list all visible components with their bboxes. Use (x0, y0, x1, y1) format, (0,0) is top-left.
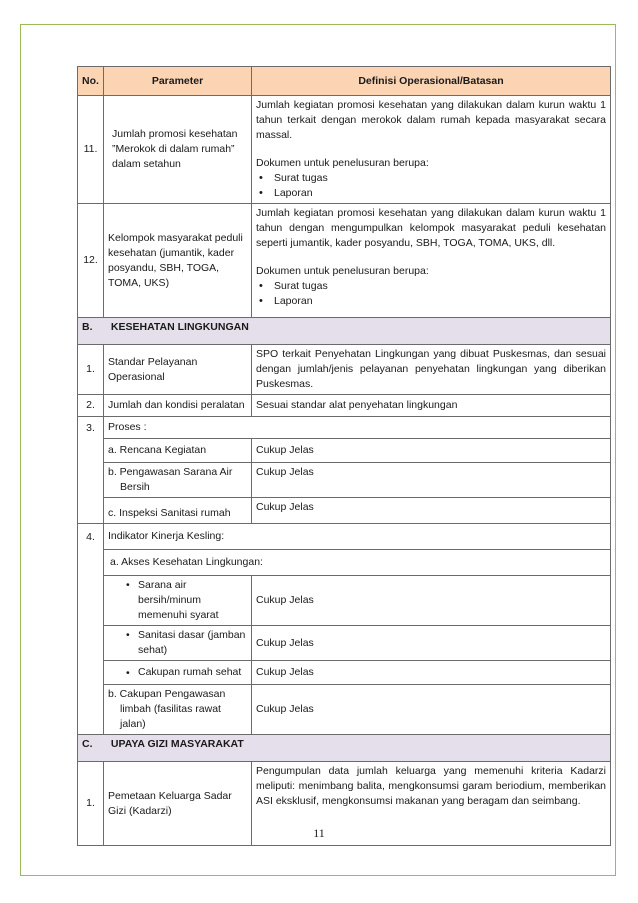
list-item: • Surat tugas (274, 279, 606, 294)
row-definition: SPO terkait Penyehatan Lingkungan yang dibuat Puskesmas, dan sesuai dengan jumlah/jenis pelayanan penyehatan lingkungan yang diberikan Puskesmas. (252, 345, 611, 395)
sub-bullet-item (104, 661, 252, 685)
row-parameter: Kelompok masyarakat peduli kesehatan (jumantik, kader posyandu, SBH, TOGA, TOMA, UKS) (104, 204, 252, 318)
sub-bullet-label: Sanitasi dasar (jamban sehat) (138, 629, 246, 656)
section-header-b (78, 318, 611, 345)
row-number: 3. (78, 417, 104, 524)
sub-item-label: c. Inspeksi Sanitasi rumah (104, 498, 252, 524)
header-no: No. (78, 67, 104, 96)
list-item: • Laporan (274, 186, 606, 201)
table-row (78, 345, 611, 395)
definition-table (77, 66, 611, 846)
sub-item-value: Cukup Jelas (252, 626, 611, 661)
row-definition (252, 96, 611, 204)
sub-item-label: b. Pengawasan Sarana Air Bersih (104, 463, 252, 498)
sub-bullet-label: Sarana air bersih/minum memenuhi syarat (138, 579, 219, 621)
row-parameter: Pemetaan Keluarga Sadar Gizi (Kadarzi) (104, 762, 252, 846)
header-definition: Definisi Operasional/Batasan (252, 67, 611, 96)
definition-text: Jumlah kegiatan promosi kesehatan yang dilakukan dalam kurun waktu 1 tahun terkait dengan merokok dalam rumah kepada masyarakat secara massal. (256, 99, 606, 141)
row-parameter (104, 96, 252, 204)
row-number: 12. (78, 204, 104, 318)
definition-text: Jumlah kegiatan promosi kesehatan yang dilakukan dalam kurun waktu 1 tahun dengan mengumpulkan kelompok masyarakat peduli kesehatan seperti jumantik, kader posyandu, SBH, TOGA, TOMA, UKS, dll. (256, 207, 606, 249)
section-title: KESEHATAN LINGKUNGAN (110, 321, 249, 333)
sub-item-label: a. Rencana Kegiatan (104, 439, 252, 463)
row-parameter: Jumlah dan kondisi peralatan (104, 395, 252, 417)
table-row (78, 661, 611, 685)
table-row (78, 463, 611, 498)
row-parameter: Standar Pelayanan Operasional (104, 345, 252, 395)
section-title: UPAYA GIZI MASYARAKAT (110, 738, 244, 750)
sub-item-label: b. Cakupan Pengawasan limbah (fasilitas rawat jalan) (104, 685, 252, 735)
sub-item-value: Cukup Jelas (252, 576, 611, 626)
document-list (256, 279, 606, 309)
document-intro: Dokumen untuk penelusuran berupa: (256, 265, 429, 277)
section-header-c (78, 735, 611, 762)
sub-bullet-item (104, 626, 252, 661)
table-row (78, 498, 611, 524)
sub-bullet-item (104, 576, 252, 626)
table-row (78, 417, 611, 439)
sub-item-value: Cukup Jelas (252, 439, 611, 463)
table-row (78, 550, 611, 576)
document-intro: Dokumen untuk penelusuran berupa: (256, 157, 429, 169)
table-row (78, 395, 611, 417)
table-header-row (78, 67, 611, 96)
table-row (78, 96, 611, 204)
table-row (78, 685, 611, 735)
row-number: 11. (78, 96, 104, 204)
bullet-icon: • (126, 629, 130, 641)
row-definition: Pengumpulan data jumlah keluarga yang memenuhi kriteria Kadarzi meliputi: menimbang balita, mengkonsumsi garam beriodium, memberikan ASI eksklusif, mengkonsumsi makanan yang beragam dan seimbang. (252, 762, 611, 846)
row-number: 1. (78, 345, 104, 395)
row-number: 2. (78, 395, 104, 417)
table-row (78, 576, 611, 626)
sub-bullet-label: Cakupan rumah sehat (138, 666, 242, 678)
sub-item-value: Cukup Jelas (252, 685, 611, 735)
bullet-icon: • (126, 579, 130, 591)
list-item: • Surat tugas (274, 171, 606, 186)
page-number: 11 (313, 826, 325, 840)
sub-item-label: a. Akses Kesehatan Lingkungan: (104, 550, 611, 576)
section-letter: C. (82, 738, 93, 750)
row-number: 1. (78, 762, 104, 846)
section-letter: B. (82, 321, 93, 333)
sub-item-value: Cukup Jelas (252, 661, 611, 685)
table-row (78, 524, 611, 550)
header-parameter: Parameter (104, 67, 252, 96)
row-number: 4. (78, 524, 104, 735)
row-parameter: Proses : (104, 417, 611, 439)
parameter-text: Jumlah promosi kesehatan ”Merokok di dalam rumah” dalam setahun (112, 128, 238, 170)
bullet-icon: • (126, 667, 130, 679)
table-row (78, 439, 611, 463)
document-list (256, 171, 606, 201)
row-definition: Sesuai standar alat penyehatan lingkungan (252, 395, 611, 417)
sub-item-value: Cukup Jelas (252, 498, 611, 524)
sub-item-value: Cukup Jelas (252, 463, 611, 498)
row-parameter: Indikator Kinerja Kesling: (104, 524, 611, 550)
row-definition (252, 204, 611, 318)
table-row (78, 626, 611, 661)
table-row (78, 204, 611, 318)
list-item: • Laporan (274, 294, 606, 309)
